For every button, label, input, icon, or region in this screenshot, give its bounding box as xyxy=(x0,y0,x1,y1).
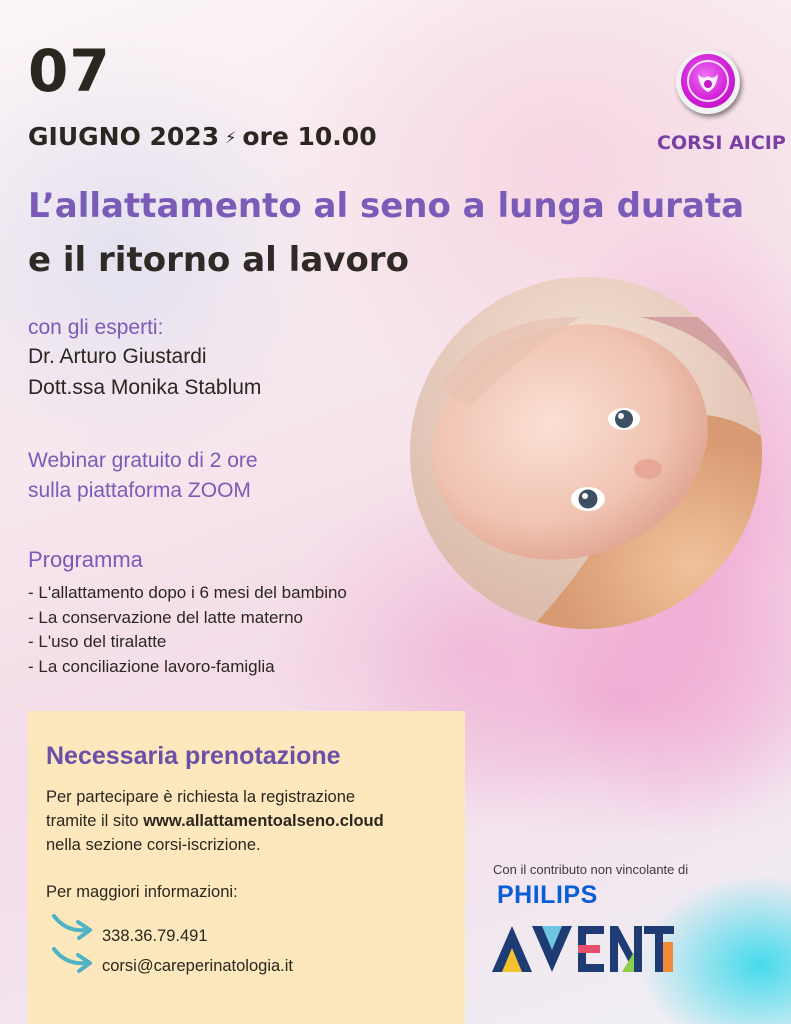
sponsor-note: Con il contributo non vincolante di xyxy=(493,862,689,877)
aicip-logo-icon xyxy=(676,50,740,114)
booking-line1: Per partecipare è richiesta la registrazione xyxy=(46,788,356,806)
phone-number[interactable]: 338.36.79.491 xyxy=(102,927,208,945)
arrow-right-icon xyxy=(52,912,96,942)
baby-photo xyxy=(410,277,762,629)
email-link[interactable]: corsi@careperinatologia.it xyxy=(102,957,294,975)
booking-line3: nella sezione corsi-iscrizione. xyxy=(46,836,261,854)
avent-logo xyxy=(492,924,674,974)
webinar-line1: Webinar gratuito di 2 ore xyxy=(28,449,258,472)
website-link[interactable]: www.allattamentoalseno.cloud xyxy=(143,812,384,830)
booking-title: Necessaria prenotazione xyxy=(46,742,341,770)
lightning-separator-icon: ⚡ xyxy=(225,128,237,147)
program-item: - La conservazione del latte materno xyxy=(28,607,303,627)
program-item: - L'uso del tiralatte xyxy=(28,632,167,651)
program-item: - L'allattamento dopo i 6 mesi del bambino xyxy=(28,583,347,602)
booking-line2-prefix: tramite il sito xyxy=(46,812,144,830)
webinar-info xyxy=(28,446,258,506)
expert-name: Dott.ssa Monika Stablum xyxy=(28,376,262,399)
philips-logo: PHILIPS xyxy=(497,881,598,909)
experts-intro: con gli esperti: xyxy=(28,316,164,339)
webinar-line2: sulla piattaforma ZOOM xyxy=(28,479,251,502)
page-title-line2: e il ritorno al lavoro xyxy=(28,240,409,280)
page-title-line1: L’allattamento al seno a lunga durata xyxy=(28,186,745,226)
arrow-right-icon xyxy=(52,945,96,975)
event-time: ore 10.00 xyxy=(242,122,377,151)
booking-text xyxy=(46,785,384,857)
expert-name: Dr. Arturo Giustardi xyxy=(28,345,207,368)
program-list xyxy=(28,581,347,679)
booking-line2 xyxy=(46,809,384,833)
event-month-year: GIUGNO 2023 xyxy=(28,122,220,151)
event-day: 07 xyxy=(28,37,111,105)
program-item: - La conciliazione lavoro-famiglia xyxy=(28,656,275,676)
event-date-time xyxy=(28,124,377,149)
info-label: Per maggiori informazioni: xyxy=(46,883,238,901)
badge-label: CORSI AICIP xyxy=(657,132,786,154)
program-title: Programma xyxy=(28,547,143,572)
